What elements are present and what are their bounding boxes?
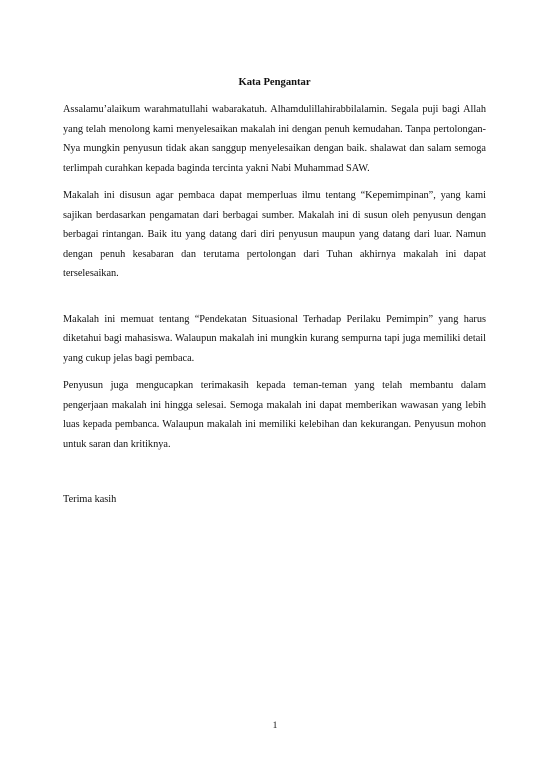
closing-text: Terima kasih — [63, 494, 117, 505]
paragraph-content: Makalah ini memuat tentang “Pendekatan Situasional Terhadap Perilaku Pemimpin” yang harus diketahui bagi mahasiswa. Walaupun makalah ini mungkin kurang sempurna tapi juga memiliki detail yang cukup jelas bagi pembaca. — [63, 313, 486, 364]
paragraph-greeting: Assalamu’alaikum warahmatullahi wabarakatuh. Alhamdulillahirabbilalamin. Segala puji bagi Allah yang telah menolong kami menyelesaikan makalah ini dengan penuh kemudahan. Tanpa pertolongan-Nya mungkin penyusun tidak akan sanggup menyelesaikan dengan baik. shalawat dan salam semoga terlimpah curahkan kepada baginda tercinta yakni Nabi Muhammad SAW. — [63, 104, 486, 174]
page-number: 1 — [272, 721, 278, 731]
document-title: Kata Pengantar — [238, 77, 311, 88]
document-content — [63, 76, 486, 510]
paragraph-thanks: Penyusun juga mengucapkan terimakasih kepada teman-teman yang telah membantu dalam pengerjaan makalah ini hingga selesai. Semoga makalah ini dapat memberikan wawasan yang lebih luas kepada pembanca. Walaupun makalah ini memiliki kelebihan dan kekurangan. Penyusun mohon untuk saran dan kritiknya. — [63, 380, 486, 450]
paragraph-purpose: Makalah ini disusun agar pembaca dapat memperluas ilmu tentang “Kepemimpinan”, yang kami sajikan berdasarkan pengamatan dari berbagai sumber. Makalah ini di susun oleh penyusun dengan berbagai rintangan. Baik itu yang datang dari diri penyusun maupun yang datang dari luar. Namun dengan penuh kesabaran dan terutama pertolongan dari Tuhan akhirnya makalah ini dapat terselesaikan. — [63, 190, 486, 279]
